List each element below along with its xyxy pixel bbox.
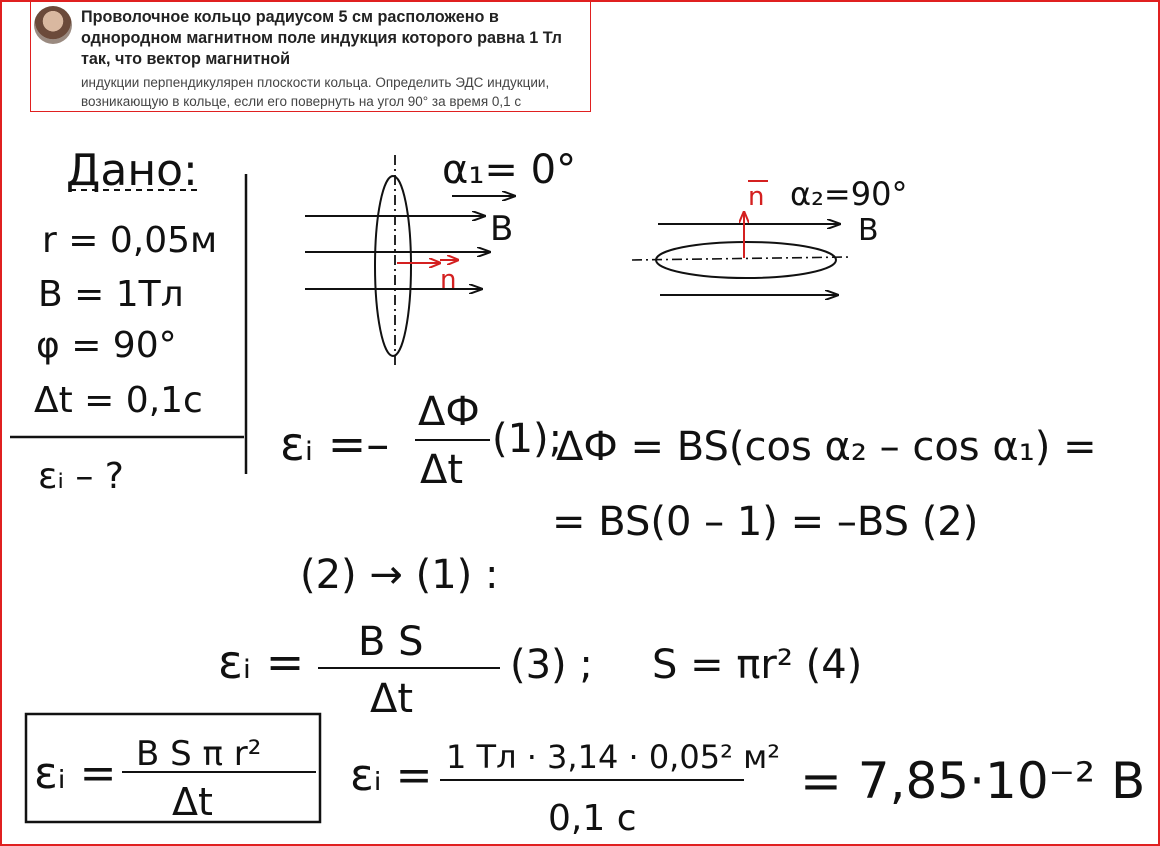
emf-denominator: Δt xyxy=(370,676,414,722)
boxed-formula-numerator: B S π r² xyxy=(136,734,262,774)
angle-rotated-label: α₂=90° xyxy=(790,175,908,213)
ring-edge-view xyxy=(656,242,836,278)
emf-lhs: εᵢ = xyxy=(218,635,305,689)
normal-vector-label: n xyxy=(440,265,457,295)
diagram-initial xyxy=(305,147,576,368)
ring-front-view xyxy=(375,176,411,356)
flux-change: ΔФ = BS(cos α₂ – cos α₁) = xyxy=(556,424,1097,470)
b-vector-label: B xyxy=(490,209,514,249)
final-numerator: 1 Тл · 3,14 · 0,05² м² xyxy=(446,738,781,776)
rotation-axis-2 xyxy=(632,257,850,260)
substitution-note: (2) → (1) : xyxy=(300,552,499,598)
equation-tag-1: (1); xyxy=(492,416,563,462)
question-body: индукции перпендикулярен плоскости кольца. Определить ЭДС индукции, возникающую в кольце, если его повернуть на угол 90° за время 0,1 с xyxy=(81,75,550,109)
flux-change-result: = BS(0 – 1) = –BS (2) xyxy=(552,499,979,545)
normal-rotated-label: n xyxy=(748,182,765,212)
given-field: B = 1Тл xyxy=(38,274,184,315)
emf-definition-numerator: ΔФ xyxy=(418,389,480,435)
final-denominator: 0,1 с xyxy=(548,798,637,839)
final-lhs: εᵢ = xyxy=(350,750,433,801)
boxed-formula-denominator: Δt xyxy=(172,780,213,824)
emf-definition-denominator: Δt xyxy=(420,447,464,493)
given-angle: φ = 90° xyxy=(36,325,177,366)
emf-numerator: B S xyxy=(358,619,424,665)
final-result: = 7,85·10⁻² В xyxy=(800,752,1146,810)
boxed-formula-lhs: εᵢ = xyxy=(34,748,117,799)
given-time: Δt = 0,1с xyxy=(34,380,203,421)
equation-tag-3: (3) ; xyxy=(510,642,593,688)
emf-definition-lhs: εᵢ =– xyxy=(280,417,390,471)
angle-initial-label: α₁= 0° xyxy=(442,147,577,193)
given-radius: r = 0,05м xyxy=(42,220,218,261)
find-item: εᵢ – ? xyxy=(38,456,124,497)
question-title[interactable]: Проволочное кольцо радиусом 5 см расположено в однородном магнитном поле индукция которого равна 1 Тл так, что вектор магнитной xyxy=(81,8,562,68)
b-field-label: B xyxy=(858,213,879,248)
given-heading: Дано: xyxy=(66,145,198,196)
diagram-rotated xyxy=(632,175,907,295)
area-formula: S = πr² (4) xyxy=(652,642,863,688)
